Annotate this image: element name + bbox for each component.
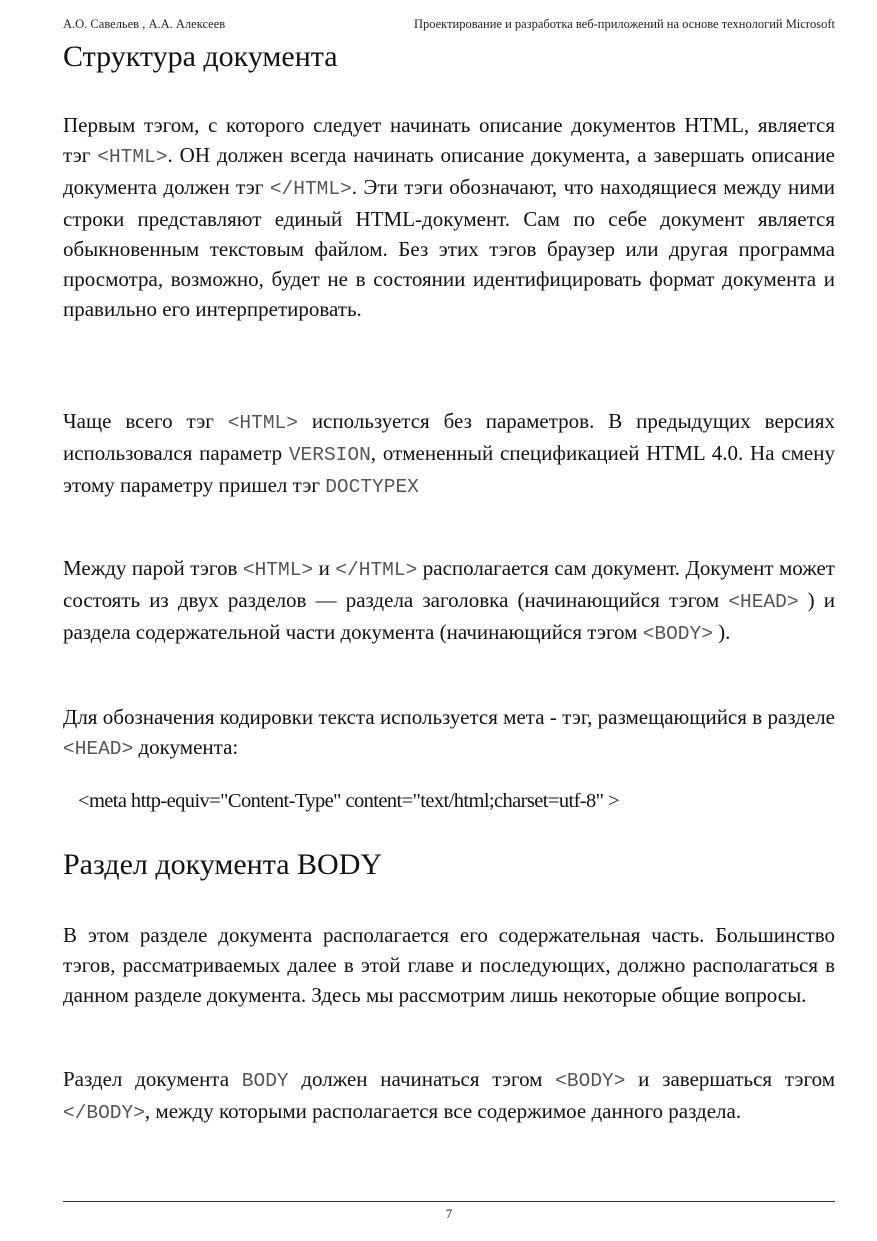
paragraph-html-tag-intro: Первым тэгом, с которого следует начинать описание документов HTML, является тэг <HTML>. ОН должен всегда начинать описание документа, а завершать описание документа должен тэг </HTML>. Эти тэги обозначают, что находящиеся между ними строки представляют единый HTML-документ. Сам по себе документ является обыкновенным текстовым файлом. Без этих тэгов браузер или другая программа просмотра, возможно, будет не в состоянии идентифицировать формат документа и правильно его интерпретировать. [63, 113, 836, 321]
paragraph-html-params: Чаще всего тэг <HTML> используется без параметров. В предыдущих версиях использовался параметр VERSION, отмененный спецификацией HTML 4.0. На смену этому параметру пришел тэг DOCTYPEX [63, 409, 835, 498]
inline-code: <HEAD> [63, 738, 134, 760]
header-book-title: Проектирование и разработка веб-приложений на основе технологий Microsoft [413, 17, 835, 31]
section-heading-document-structure: Структура документа [63, 40, 338, 73]
inline-code: <HTML> [242, 559, 314, 581]
paragraph-body-intro: В этом разделе документа располагается его содержательная часть. Большинство тэгов, рассматриваемых далее в этой главе и последующих, должно располагаться в данном разделе документа. Здесь мы рассмотрим лишь некоторые общие вопросы. [63, 923, 835, 1007]
document-page [63, 0, 835, 1241]
running-header [63, 17, 835, 35]
header-authors: А.О. Савельев , А.А. Алексеев [63, 17, 226, 31]
inline-code: BODY [241, 1070, 289, 1092]
inline-code: <HEAD> [728, 591, 799, 613]
inline-code: <BODY> [642, 623, 713, 645]
inline-code: </HTML> [269, 178, 352, 200]
inline-code: </HTML> [335, 559, 418, 581]
inline-code: <HTML> [97, 146, 168, 168]
inline-code: </BODY> [63, 1102, 145, 1124]
footer-divider [63, 1201, 835, 1202]
inline-code: <HTML> [227, 412, 298, 434]
paragraph-document-sections: Между парой тэгов <HTML> и </HTML> располагается сам документ. Документ может состоять из двух разделов — раздела заголовка (начинающийся тэгом <HEAD> ) и раздела содержательной части документа (начинающийся тэгом <BODY> ). [63, 556, 835, 645]
section-heading-body: Раздел документа BODY [63, 848, 383, 881]
page-number: 7 [445, 1206, 453, 1221]
paragraph-meta-encoding: Для обозначения кодировки текста используется мета - тэг, размещающийся в разделе <HEAD> документа: [63, 705, 835, 760]
meta-tag-example: <meta http-equiv="Content-Type" content="text/html;charset=utf-8" > [78, 790, 619, 812]
inline-code: VERSION [288, 444, 371, 466]
paragraph-body-tags: Раздел документа BODY должен начинаться тэгом <BODY> и завершаться тэгом </BODY>, между которыми располагается все содержимое данного раздела. [63, 1067, 835, 1124]
inline-code: DOCTYPEX [325, 476, 419, 498]
inline-code: <BODY> [555, 1070, 626, 1092]
